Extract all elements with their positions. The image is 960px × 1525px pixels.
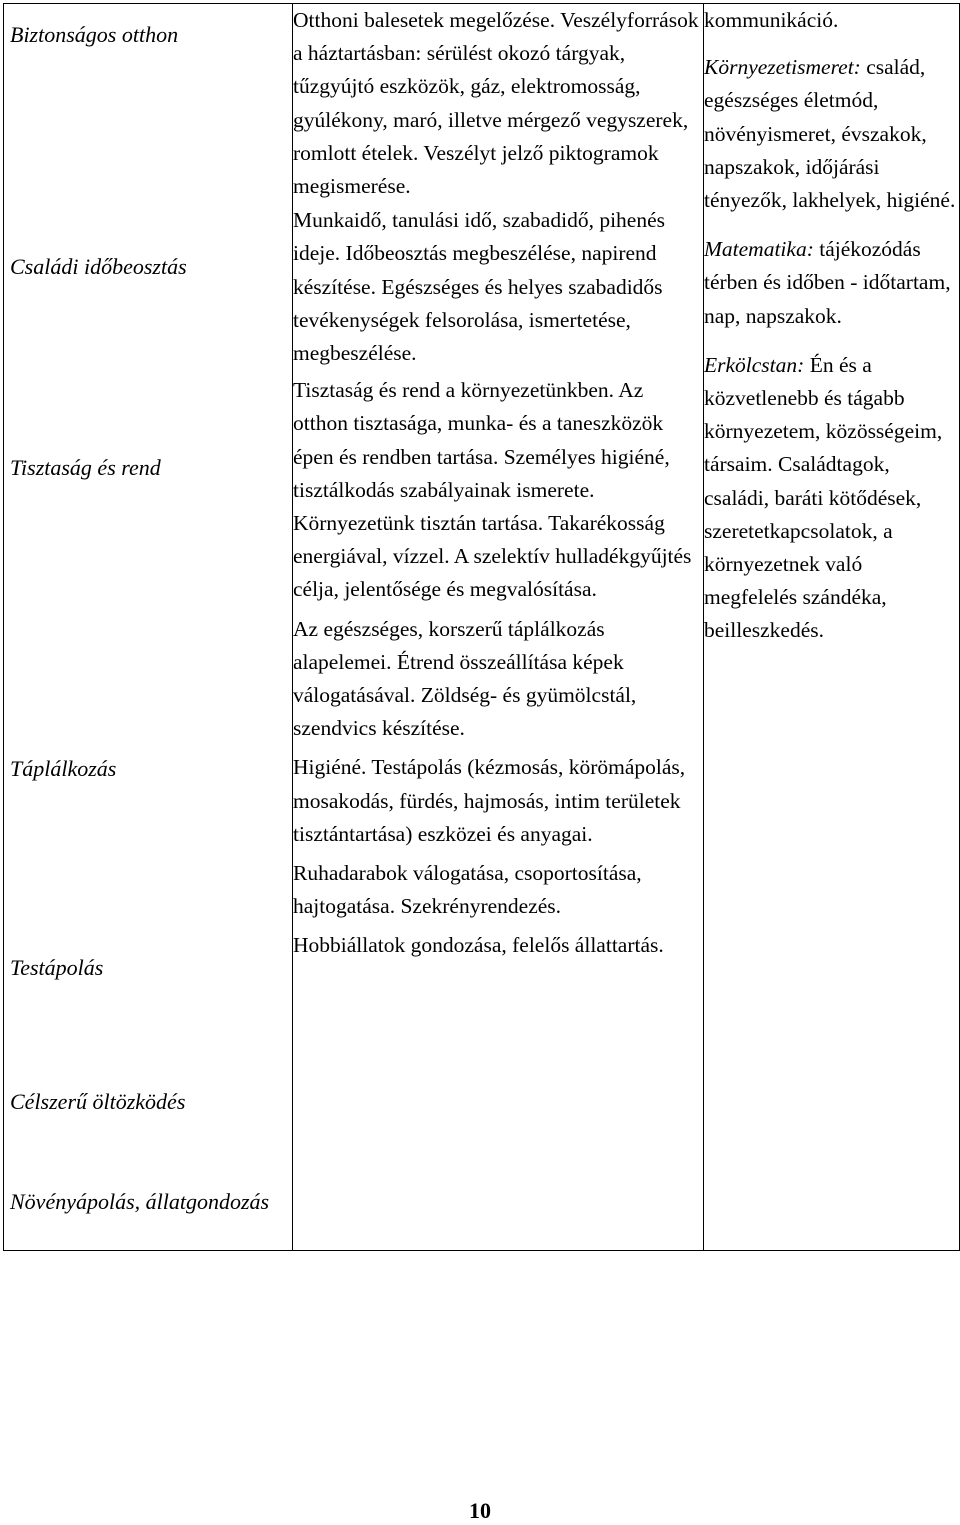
content-tisztasag-es-rend: Tisztaság és rend a környezetünkben. Az otthon tisztasága, munka- és a taneszközök épen és rendben tartása. Személyes higiéné, tisztálkodás szabályainak ismerete. Környezetünk tisztán tartása. Takarékosság energiával, vízzel. A szelektív hulladékgyűjtés célja, jelentősége és megvalósítása. bbox=[293, 378, 692, 602]
curriculum-table bbox=[3, 3, 960, 1251]
connection-erkolcstan bbox=[704, 349, 959, 648]
content-biztonsagos-otthon: Otthoni balesetek megelőzése. Veszélyforrások a háztartásban: sérülést okozó tárgyak, tűzgyújtó eszközök, gáz, elektromosság, gyúlékony, maró, illetve mérgező vegyszerek, romlott ételek. Veszélyt jelző piktogramok megismerése. bbox=[293, 8, 699, 199]
topics-cell bbox=[4, 4, 293, 1251]
topic-novenyapolas-allatgondozas: Növényápolás, állatgondozás bbox=[10, 1189, 270, 1214]
topic-tisztasag-es-rend: Tisztaság és rend bbox=[10, 455, 161, 480]
content-testapolas: Higiéné. Testápolás (kézmosás, körömápolás, mosakodás, fürdés, hajmosás, intim területek tisztántartása) eszközei és anyagai. bbox=[293, 755, 686, 846]
content-csaladi-idobeosztas: Munkaidő, tanulási idő, szabadidő, pihenés ideje. Időbeosztás megbeszélése, napirend készítése. Egészséges és helyes szabadidős tevékenységek felsorolása, ismertetése, megbeszélése. bbox=[293, 208, 665, 366]
content-celszeru-oltozkodes: Ruhadarabok válogatása, csoportosítása, hajtogatása. Szekrényrendezés. bbox=[293, 861, 642, 919]
connections-cell bbox=[704, 4, 960, 1251]
topic-taplalkozas: Táplálkozás bbox=[10, 756, 117, 781]
content-novenyapolas-allatgondozas: Hobbiállatok gondozása, felelős állattartás. bbox=[293, 933, 664, 958]
topic-biztonsagos-otthon: Biztonságos otthon bbox=[10, 22, 179, 47]
page-number: 10 bbox=[469, 1498, 491, 1523]
connection-matematika bbox=[704, 233, 959, 333]
topic-celszeru-oltozkodes: Célszerű öltözködés bbox=[10, 1089, 186, 1114]
connections-intro: kommunikáció. bbox=[704, 8, 839, 32]
subject-text: Én és a közvetlenebb és tágabb környezetem, közösségeim, társaim. Családtagok, családi, baráti kötődések, szeretetkapcsolatok, a környezetnek való megfelelés szándéka, beilleszkedés. bbox=[704, 352, 943, 643]
subject-text: család, egészséges életmód, növényismeret, évszakok, napszakok, időjárási tényezők, lakhelyek, higiéné. bbox=[704, 55, 956, 213]
topic-csaladi-idobeosztas: Családi időbeosztás bbox=[10, 254, 187, 279]
table-row bbox=[4, 4, 960, 1251]
content-cell bbox=[293, 4, 704, 1251]
subject-label: Erkölcstan: bbox=[704, 352, 805, 377]
subject-text: tájékozódás térben és időben - időtartam, nap, napszakok. bbox=[704, 237, 951, 328]
topics-column bbox=[4, 4, 292, 1250]
connection-kornyezetismeret bbox=[704, 51, 959, 217]
content-taplalkozas: Az egészséges, korszerű táplálkozás alapelemei. Étrend összeállítása képek válogatásával. Zöldség- és gyümölcstál, szendvics készítése. bbox=[293, 616, 637, 741]
subject-label: Matematika: bbox=[704, 237, 814, 262]
subject-label: Környezetismeret: bbox=[704, 55, 861, 80]
topic-testapolas: Testápolás bbox=[10, 955, 104, 980]
